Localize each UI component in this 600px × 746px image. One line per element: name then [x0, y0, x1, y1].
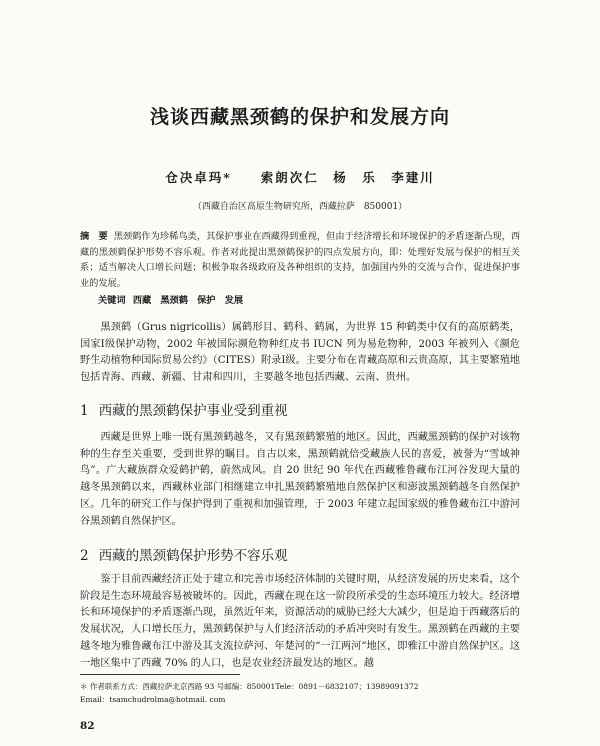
section-1-number: 1 [80, 403, 89, 419]
page-number: 82 [80, 720, 95, 732]
footnote-email: Email：tsamchudrolma@hotmail. com [80, 695, 226, 704]
paper-title: 浅谈西藏黑颈鹤的保护和发展方向 [149, 106, 450, 128]
keywords-text: 西藏 黑颈鹤 保护 发展 [132, 295, 244, 306]
section-1-paragraph: 西藏是世界上唯一既有黑颈鹤越冬，又有黑颈鹤繁殖的地区。因此，西藏黑颈鹤的保护对该物种的生存至关重要，受到世界的瞩目。自古以来，黑颈鹤就倍受藏族人民的喜爱，被誉为“雪域神鸟”。广大藏族群众爱鹤护鹤，蔚然成风。自 20 世纪 90 年代在西藏雅鲁藏布江河谷发现大量的越冬黑颈鹤以来，西藏林业部门相继建立申扎黑颈鹤繁殖地自然保护区和澎波黑颈鹤越冬自然保护区。几年的研究工作与保护得到了重视和加强管理，于 2003 年建立起国家级的雅鲁藏布江中游河谷黑颈鹤自然保护区。 [80, 432, 520, 527]
abstract-text: 黑颈鹤作为珍稀鸟类，其保护事业在西藏得到重视，但由于经济增长和环境保护的矛盾逐渐凸现，西藏的黑颈鹤保护形势不容乐观。作者对此提出黑颈鹤保护的四点发展方向，即：处理好发展与保护的相互关系；适当解决人口增长问题；积极争取各级政府及各种组织的支持，加强国内外的交流与合作，促进保护事业的发展。 [80, 231, 521, 289]
keywords [98, 292, 518, 306]
intro-paragraph: 黑颈鹤（Grus nigricollis）属鹤形目、鹤科、鹤属，为世界 15 种鹤类中仅有的高原鹤类，国家Ⅰ级保护动物，2002 年被国际濒危物种红皮书 IUCN 列为易危物种，2003 年被列入《濒危野生动植物种国际贸易公约》（CITES）附录Ⅰ级。主要分布在青藏高原和云贵高原，其主要繁殖地包括青海、西藏、新疆、甘肃和四川，主要越冬地包括西藏、云南、贵州。 [80, 322, 520, 384]
footnote-divider [80, 674, 240, 675]
footnote-contact: ＊ 作者联系方式：西藏拉萨北京西路 93 号邮编：850001Tele：0891－6832107；13989091372 [80, 682, 419, 691]
abstract-label: 摘 要 [80, 231, 108, 242]
section-2-heading [80, 544, 520, 564]
section-1-heading [80, 399, 520, 419]
section-2-title: 西藏的黑颈鹤保护形势不容乐观 [98, 548, 288, 564]
author-list: 仓决卓玛* 索朗次仁 杨 乐 李建川 [165, 170, 435, 185]
section-2-paragraph: 鉴于目前西藏经济正处于建立和完善市场经济体制的关键时期，从经济发展的历史来看，这个阶段是生态环境最容易被破坏的。因此，西藏在现在这一阶段所承受的生态环境压力较大。经济增长和环境保护的矛盾逐渐凸现，虽然近年来，资源活动的威胁已经大大减少，但是迫于西藏落后的发展状况，人口增长压力，黑颈鹤保护与人们经济活动的矛盾冲突时有发生。黑颈鹤在西藏的主要越冬地为雅鲁藏布江中游及其支流拉萨河、年楚河的“一江两河”地区，即雅江中游自然保护区。这一地区集中了西藏 70% 的人口，也是农业经济最发达的地区。越 [80, 574, 520, 669]
abstract [80, 229, 520, 291]
keywords-label: 关键词 [98, 295, 126, 306]
affiliation: （西藏自治区高原生物研究所，西藏拉萨 850001） [192, 202, 408, 212]
section-2-number: 2 [80, 548, 89, 564]
section-1-title: 西藏的黑颈鹤保护事业受到重视 [98, 403, 288, 419]
